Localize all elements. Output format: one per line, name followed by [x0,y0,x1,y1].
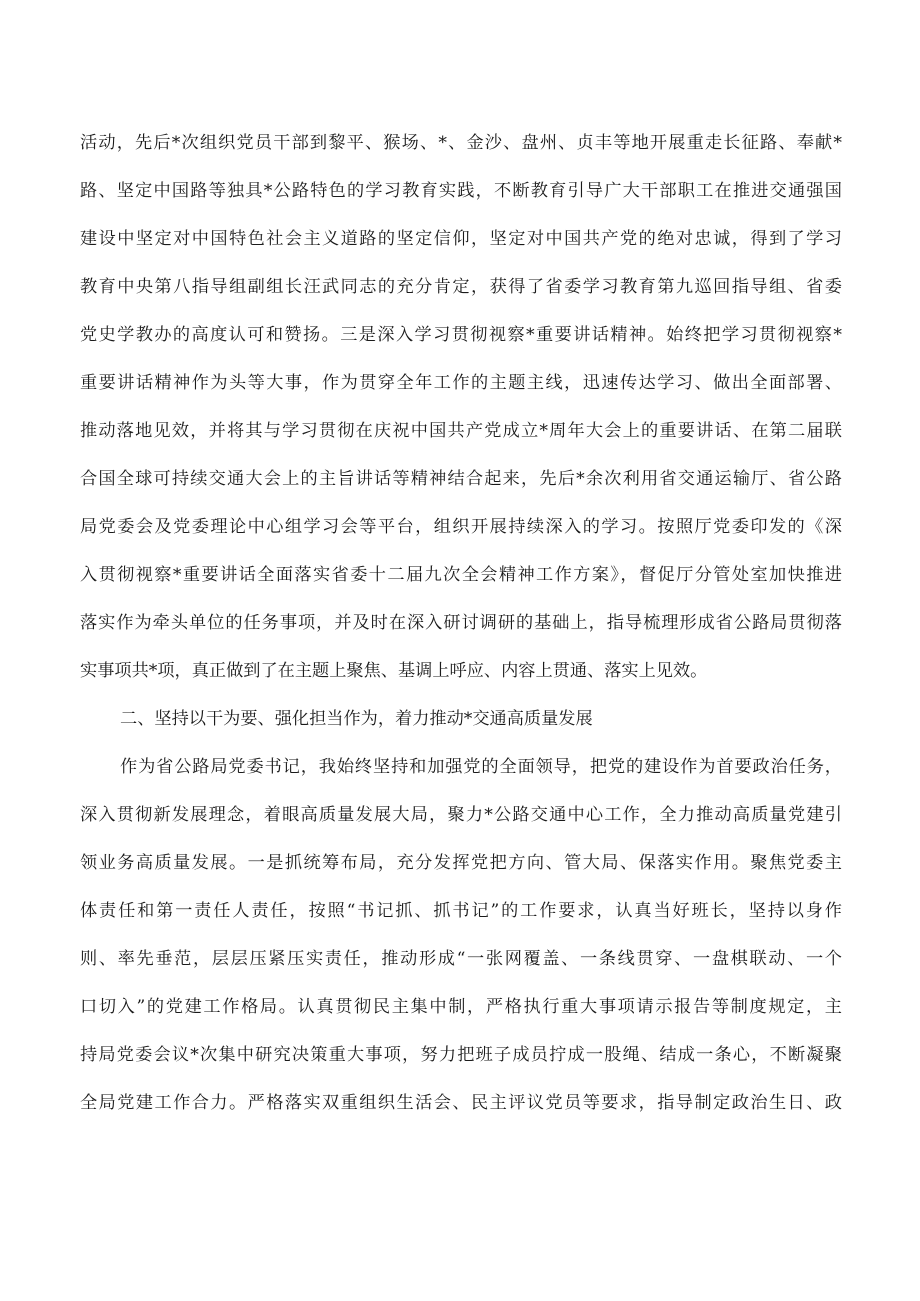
body-text-line: 路、坚定中国路等独具*公路特色的学习教育实践，不断教育引导广大干部职工在推进交通强国 [80,181,842,201]
body-text-line: 党史学教办的高度认可和赞扬。三是深入学习贯彻视察*重要讲话精神。始终把学习贯彻视察* [80,325,842,345]
body-text-line: 领业务高质量发展。一是抓统筹布局，充分发挥党把方向、管大局、保落实作用。聚焦党委主 [80,853,842,873]
body-text-line: 建设中坚定对中国特色社会主义道路的坚定信仰，坚定对中国共产党的绝对忠诚，得到了学习 [80,229,842,249]
body-text-line: 合国全球可持续交通大会上的主旨讲话等精神结合起来，先后*余次利用省交通运输厅、省公路 [80,469,842,489]
body-text-line: 入贯彻视察*重要讲话全面落实省委十二届九次全会精神工作方案》，督促厅分管处室加快推进 [80,565,842,585]
body-text-line: 深入贯彻新发展理念，着眼高质量发展大局，聚力*公路交通中心工作，全力推动高质量党建引 [80,805,842,825]
body-text-line: 实事项共*项，真正做到了在主题上聚焦、基调上呼应、内容上贯通、落实上见效。 [80,661,708,681]
body-text-line: 局党委会及党委理论中心组学习会等平台，组织开展持续深入的学习。按照厅党委印发的《深 [80,517,842,537]
body-text-line: 全局党建工作合力。严格落实双重组织生活会、民主评议党员等要求，指导制定政治生日、政 [80,1093,842,1113]
body-text-line: 活动，先后*次组织党员干部到黎平、猴场、*、金沙、盘州、贞丰等地开展重走长征路、奉献* [80,133,842,153]
body-text-line: 体责任和第一责任人责任，按照“书记抓、抓书记”的工作要求，认真当好班长，坚持以身作 [80,901,842,921]
body-text-line: 则、率先垂范，层层压紧压实责任，推动形成“一张网覆盖、一条线贯穿、一盘棋联动、一个 [80,949,842,969]
body-text-line: 推动落地见效，并将其与学习贯彻在庆祝中国共产党成立*周年大会上的重要讲话、在第二届联 [80,421,842,441]
body-text-line: 落实作为牵头单位的任务事项，并及时在深入研讨调研的基础上，指导梳理形成省公路局贯彻落 [80,613,842,633]
body-text-line: 重要讲话精神作为头等大事，作为贯穿全年工作的主题主线，迅速传达学习、做出全面部署、 [80,373,842,393]
body-text-line: 作为省公路局党委书记，我始终坚持和加强党的全面领导，把党的建设作为首要政治任务， [120,757,842,777]
body-text-line: 持局党委会议*次集中研究决策重大事项，努力把班子成员拧成一股绳、结成一条心，不断凝聚 [80,1045,842,1065]
body-text-line: 教育中央第八指导组副组长汪武同志的充分肯定，获得了省委学习教育第九巡回指导组、省委 [80,277,842,297]
body-text-line: 口切入”的党建工作格局。认真贯彻民主集中制，严格执行重大事项请示报告等制度规定，主 [80,997,842,1017]
section-heading: 二、坚持以干为要、强化担当作为，着力推动*交通高质量发展 [120,709,593,729]
